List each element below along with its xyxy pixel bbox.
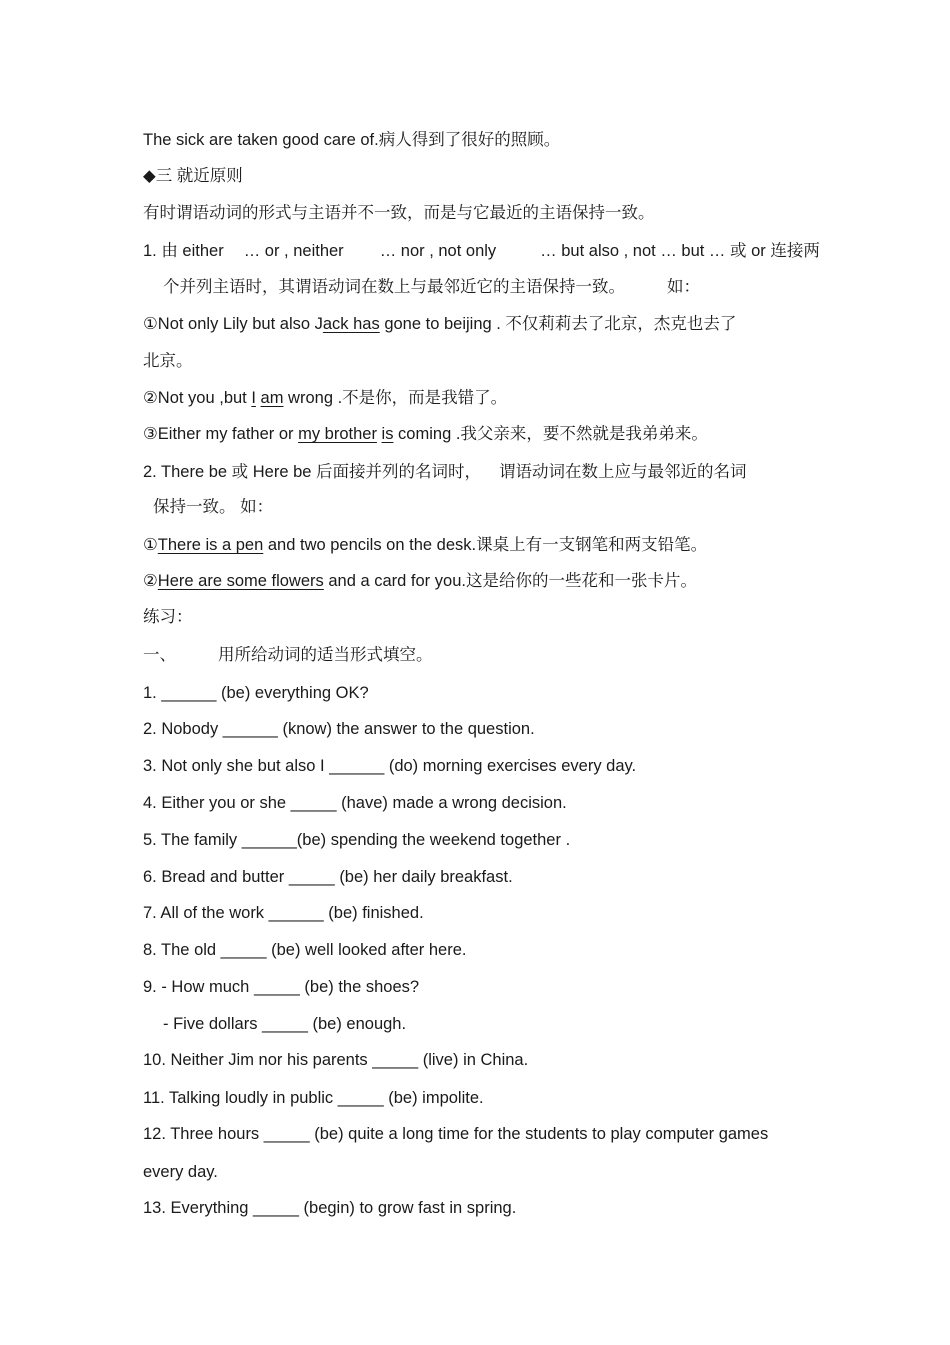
example-4-pre: ①	[143, 536, 158, 554]
exercise-item: 9. - How much _____ (be) the shoes?	[143, 978, 420, 996]
rule-1-continued	[163, 276, 700, 298]
exercise-item: 10. Neither Jim nor his parents _____ (live) in China.	[143, 1051, 529, 1069]
example-4-underline: There is a pen	[157, 536, 264, 554]
practice-section-heading	[143, 644, 433, 666]
example-3	[143, 423, 708, 445]
example-3-post: coming .我父亲来，要不然就是我弟弟来。	[393, 425, 708, 443]
example-2-underline-1: I	[251, 389, 256, 407]
rule-1-ru: 如：	[667, 278, 700, 296]
practice-section-title: 用所给动词的适当形式填空。	[218, 646, 433, 664]
example-2-pre: ②Not you ,but	[143, 389, 252, 407]
example-3-pre: ③Either my father or	[143, 425, 299, 443]
rule-1-part-b: … or , neither	[243, 242, 344, 260]
rule-2-part-b: 谓语动词在数上应与最邻近的名词	[499, 463, 747, 481]
example-4	[143, 534, 707, 556]
exercise-item: 8. The old _____ (be) well looked after here.	[143, 941, 467, 959]
exercise-item: 6. Bread and butter _____ (be) her daily breakfast.	[143, 868, 513, 886]
example-2-underline-2: am	[260, 389, 284, 407]
section-intro: 有时谓语动词的形式与主语并不一致，而是与它最近的主语保持一致。	[143, 204, 655, 222]
exercise-item-continued: every day.	[143, 1163, 218, 1181]
rule-1-part-a: 1. 由 either	[143, 242, 224, 260]
exercise-item-answer: - Five dollars _____ (be) enough.	[163, 1015, 407, 1033]
rule-1-part-d: … but also , not … but … 或 or 连接两	[540, 242, 820, 260]
example-4-post: and two pencils on the desk.课桌上有一支钢笔和两支铅笔。	[263, 536, 708, 554]
example-1-post: gone to beijing . 不仅莉莉去了北京，杰克也去了	[379, 315, 737, 333]
exercise-item: 1. ______ (be) everything OK?	[143, 684, 369, 702]
example-2	[143, 387, 507, 409]
example-1-pre: ①Not only Lily but also J	[143, 315, 323, 333]
practice-section-number: 一、	[143, 646, 176, 664]
example-1-continued: 北京。	[143, 352, 193, 370]
exercise-item: 2. Nobody ______ (know) the answer to the question.	[143, 720, 535, 738]
example-3-underline-2: is	[381, 425, 394, 443]
exercise-item: 3. Not only she but also I ______ (do) morning exercises every day.	[143, 757, 637, 775]
exercise-item: 13. Everything _____ (begin) to grow fast in spring.	[143, 1199, 517, 1217]
example-3-underline-1: my brother	[298, 425, 377, 443]
rule-2-continued: 保持一致。 如：	[153, 498, 274, 516]
example-5-post: and a card for you.这是给你的一些花和一张卡片。	[323, 572, 697, 590]
example-5-underline: Here are some flowers	[157, 572, 324, 590]
example-1-underline: ack has	[322, 315, 380, 333]
section-heading: ◆三 就近原则	[143, 167, 243, 185]
example-5-pre: ②	[143, 572, 158, 590]
exercise-item: 11. Talking loudly in public _____ (be) impolite.	[143, 1089, 484, 1107]
rule-1-cont-text: 个并列主语时，其谓语动词在数上与最邻近它的主语保持一致。	[163, 278, 625, 296]
example-sentence: The sick are taken good care of.病人得到了很好的照顾。	[143, 131, 561, 149]
exercise-item: 7. All of the work ______ (be) finished.	[143, 904, 424, 922]
exercise-item: 5. The family ______(be) spending the weekend together .	[143, 831, 571, 849]
example-1	[143, 313, 736, 335]
rule-1	[143, 240, 820, 262]
example-5	[143, 570, 697, 592]
rule-2-part-a: 2. There be 或 Here be 后面接并列的名词时，	[143, 463, 482, 481]
rule-1-part-c: … nor , not only	[379, 242, 497, 260]
example-2-post: wrong .不是你，而是我错了。	[283, 389, 508, 407]
exercise-item: 12. Three hours _____ (be) quite a long time for the students to play computer games	[143, 1125, 769, 1143]
exercise-item: 4. Either you or she _____ (have) made a wrong decision.	[143, 794, 567, 812]
rule-2	[143, 461, 747, 483]
practice-label: 练习：	[143, 608, 193, 626]
